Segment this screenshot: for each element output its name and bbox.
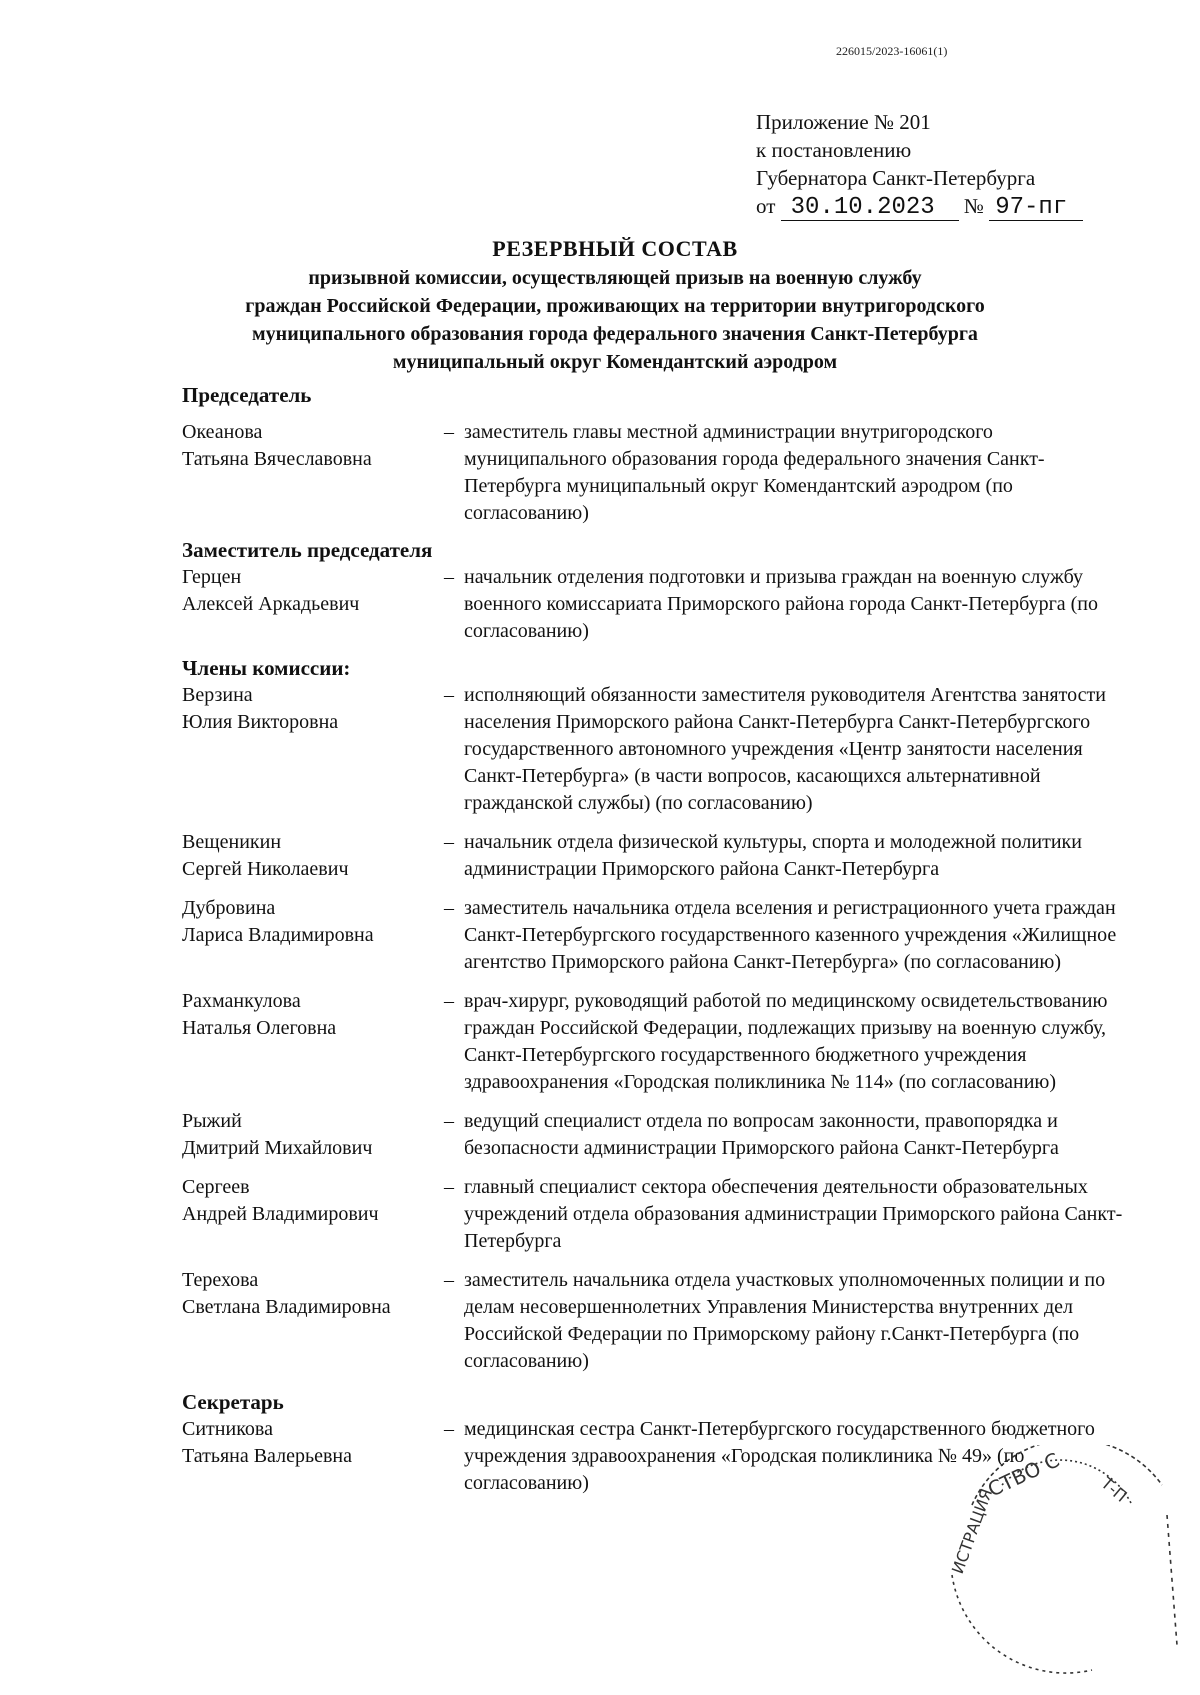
title-main: РЕЗЕРВНЫЙ СОСТАВ (492, 236, 738, 261)
member-entry (182, 1174, 1132, 1255)
annex-line-3: Губернатора Санкт-Петербурга (756, 166, 1036, 190)
member-dash: – (444, 1176, 454, 1198)
member-entry (182, 1267, 1132, 1375)
official-seal-icon (932, 1445, 1182, 1675)
section-deputy (182, 537, 1132, 645)
annex-number-prefix: № (963, 194, 984, 218)
member-entry (182, 564, 1132, 645)
annex-header (756, 108, 1083, 221)
annex-line-1: Приложение № 201 (756, 110, 931, 134)
member-given-name: Лариса Владимировна (182, 924, 374, 946)
member-position: медицинская сестра Санкт-Петербургского государственного бюджетного учреждения здравоохранения «Городская поликлиника № 49» (по согласованию) (464, 1418, 1095, 1494)
member-entry (182, 1108, 1132, 1162)
annex-line-2: к постановлению (756, 138, 912, 162)
section-members (182, 655, 1132, 1375)
section-heading: Председатель (182, 383, 312, 407)
member-given-name: Татьяна Вячеславовна (182, 448, 372, 470)
member-name (182, 419, 434, 527)
member-surname: Вещеникин (182, 831, 282, 853)
member-dash: – (444, 897, 454, 919)
member-given-name: Светлана Владимировна (182, 1296, 391, 1318)
member-name (182, 988, 434, 1096)
member-given-name: Дмитрий Михайлович (182, 1137, 373, 1159)
member-given-name: Татьяна Валерьевна (182, 1445, 352, 1467)
member-surname: Рыжий (182, 1110, 242, 1132)
member-given-name: Алексей Аркадьевич (182, 593, 360, 615)
document-title (150, 234, 1080, 376)
member-surname: Рахманкулова (182, 990, 301, 1012)
member-position: начальник отдела физической культуры, спорта и молодежной политики администрации Приморского района Санкт-Петербурга (464, 831, 1082, 880)
section-heading: Члены комиссии: (182, 656, 351, 680)
member-position: заместитель главы местной администрации внутригородского муниципального образования города федерального значения Санкт-Петербурга муниципальный округ Комендантский аэродром (по согласованию) (464, 421, 1045, 524)
section-heading: Секретарь (182, 1390, 284, 1414)
member-surname: Ситникова (182, 1418, 273, 1440)
title-line-2: граждан Российской Федерации, проживающих на территории внутригородского (245, 295, 985, 317)
member-entry (182, 988, 1132, 1096)
svg-text:Т-П: Т-П (1097, 1473, 1131, 1506)
commission-sections (182, 376, 1132, 1497)
annex-date-value: 30.10.2023 (781, 196, 959, 221)
member-dash: – (444, 1418, 454, 1440)
member-name (182, 829, 434, 883)
member-position: исполняющий обязанности заместителя руководителя Агентства занятости населения Приморского района Санкт-Петербурга Санкт-Петербургского государственного автономного учреждения «Центр занятости населения Санкт-Петербурга» (в части вопросов, касающихся альтернативной гражданской службы) (по согласованию) (464, 684, 1106, 814)
member-name (182, 895, 434, 976)
member-position: главный специалист сектора обеспечения деятельности образовательных учреждений отдела образования администрации Приморского района Санкт-Петербурга (464, 1176, 1123, 1252)
annex-date-line (756, 192, 1083, 221)
title-line-4: муниципальный округ Комендантский аэродром (392, 351, 838, 373)
member-dash: – (444, 990, 454, 1012)
member-position: заместитель начальника отдела участковых уполномоченных полиции и по делам несовершеннолетних Управления Министерства внутренних дел Российской Федерации по Приморскому району г.Санкт-Петербурга (по согласованию) (464, 1269, 1106, 1372)
member-entry (182, 895, 1132, 976)
section-chairman (182, 382, 1132, 527)
member-given-name: Юлия Викторовна (182, 711, 339, 733)
member-given-name: Наталья Олеговна (182, 1017, 337, 1039)
title-line-1: призывной комиссии, осуществляющей призыв на военную службу (308, 267, 922, 289)
member-dash: – (444, 1110, 454, 1132)
member-position: заместитель начальника отдела вселения и регистрационного учета граждан Санкт-Петербургского государственного казенного учреждения «Жилищное агентство Приморского района Санкт-Петербурга» (по согласованию) (464, 897, 1117, 973)
svg-text:ИСТРАЦИЯ: ИСТРАЦИЯ (947, 1486, 997, 1577)
member-entry (182, 682, 1132, 817)
annex-number-value: 97-пг (989, 196, 1083, 221)
member-entry (182, 419, 1132, 527)
section-heading: Заместитель председателя (182, 538, 433, 562)
member-dash: – (444, 566, 454, 588)
svg-text:СТВО С: СТВО С (983, 1447, 1063, 1502)
member-name (182, 682, 434, 817)
member-given-name: Андрей Владимирович (182, 1203, 379, 1225)
member-surname: Сергеев (182, 1176, 250, 1198)
member-dash: – (444, 421, 454, 443)
member-name (182, 1267, 434, 1375)
member-name (182, 1174, 434, 1255)
member-name (182, 1416, 434, 1497)
member-given-name: Сергей Николаевич (182, 858, 349, 880)
member-entry (182, 829, 1132, 883)
member-position: начальник отделения подготовки и призыва граждан на военную службу военного комиссариата Приморского района города Санкт-Петербурга (по согласованию) (464, 566, 1099, 642)
member-position: врач-хирург, руководящий работой по медицинскому освидетельствованию граждан Российской Федерации, подлежащих призыву на военную службу, Санкт-Петербургского государственного бюджетного учреждения здравоохранения «Городская поликлиника № 114» (по согласованию) (464, 990, 1108, 1093)
member-name (182, 564, 434, 645)
title-line-3: муниципального образования города федерального значения Санкт-Петербурга (252, 323, 978, 345)
member-position: ведущий специалист отдела по вопросам законности, правопорядка и безопасности администрации Приморского района Санкт-Петербурга (464, 1110, 1059, 1159)
member-surname: Океанова (182, 421, 263, 443)
document-registration-number: 226015/2023-16061(1) (836, 44, 948, 58)
member-surname: Герцен (182, 566, 242, 588)
member-surname: Терехова (182, 1269, 259, 1291)
member-dash: – (444, 831, 454, 853)
member-surname: Верзина (182, 684, 253, 706)
member-name (182, 1108, 434, 1162)
member-surname: Дубровина (182, 897, 276, 919)
annex-date-prefix: от (756, 194, 776, 218)
member-dash: – (444, 684, 454, 706)
member-dash: – (444, 1269, 454, 1291)
